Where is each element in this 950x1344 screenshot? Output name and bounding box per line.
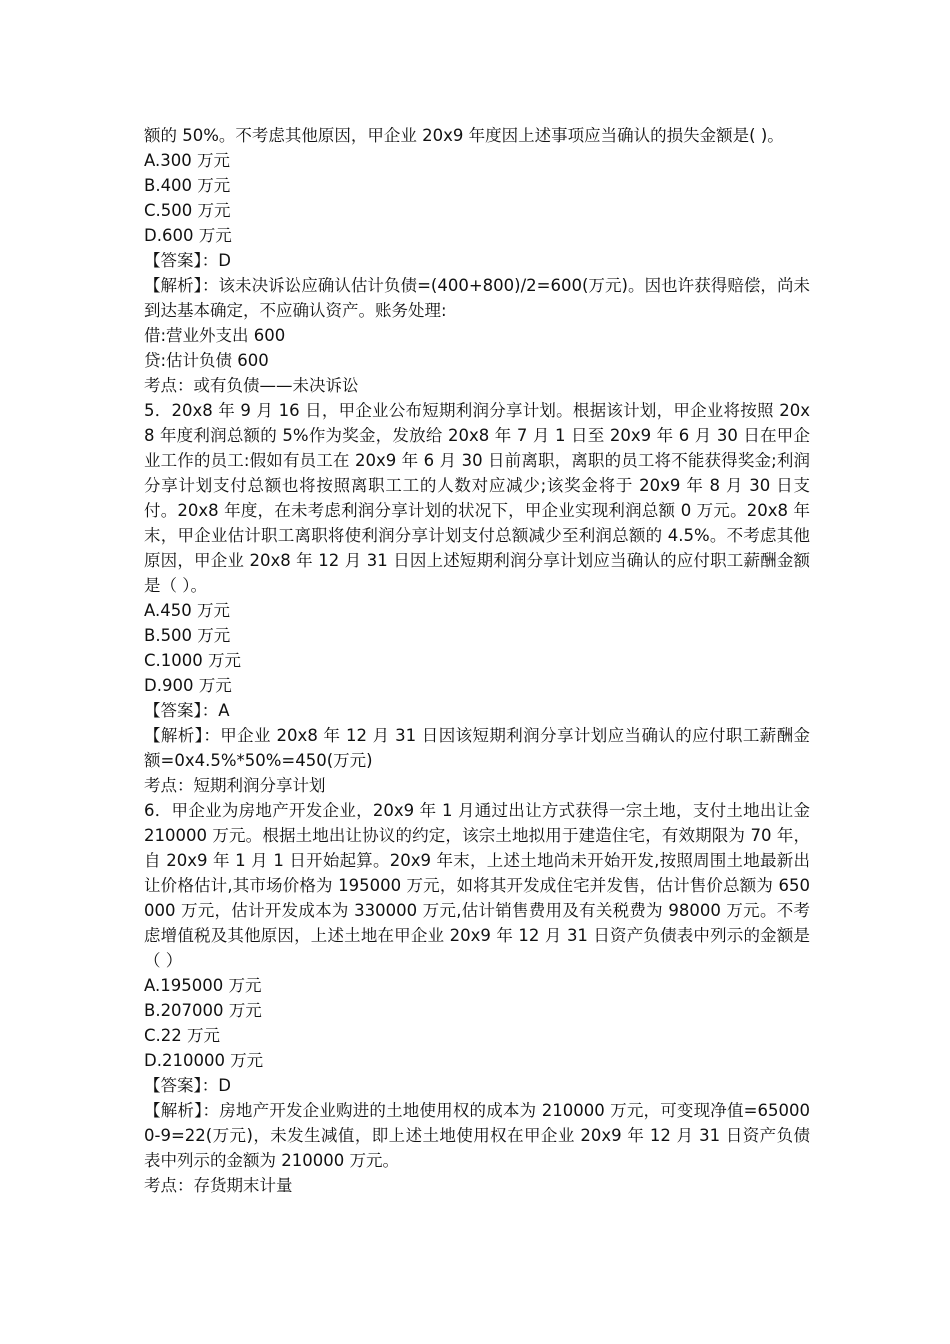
question-text: 额的 50%。不考虑其他原因，甲企业 20x9 年度因上述事项应当确认的损失金额是( )。 xyxy=(144,126,784,145)
analysis-text: 【解析】：甲企业 20x8 年 12 月 31 日因该短期利润分享计划应当确认的应付职工薪酬金额=0x4.5%*50%=450(万元) xyxy=(144,726,810,770)
option-c: C.500 万元 xyxy=(144,201,231,220)
question-text: 5．20x8 年 9 月 16 日，甲企业公布短期利润分享计划。根据该计划，甲企业将按照 20x8 年度利润总额的 5%作为奖金，发放给 20x8 年 7 月 1 日至 20x9 年 6 月 30 日在甲企业工作的员工:假如有员工在 20x9 年 6 月 30 日前离职，离职的员工将不能获得奖金;利润分享计划支付总额也将按照离职工工的人数对应减少;该奖金将于 20x9 年 8 月 30 日支付。20x8 年度，在未考虑利润分享计划的状况下，甲企业实现利润总额 0 万元。20x8 年末，甲企业估计职工离职将使利润分享计划支付总额减少至利润总额的 4.5%。不考虑其他原因，甲企业 20x8 年 12 月 31 日因上述短期利润分享计划应当确认的应付职工薪酬金额是（ ）。 xyxy=(144,401,810,595)
option-c: C.1000 万元 xyxy=(144,651,242,670)
option-d: D.900 万元 xyxy=(144,676,232,695)
question-text: 6．甲企业为房地产开发企业，20x9 年 1 月通过出让方式获得一宗土地，支付土地出让金 210000 万元。根据土地出让协议的约定，该宗土地拟用于建造住宅，有效期限为 70 年，自 20x9 年 1 月 1 日开始起算。20x9 年末，上述土地尚未开始开发,按照周围土地最新出让价格估计,其市场价格为 195000 万元，如将其开发成住宅并发售，估计售价总额为 650000 万元，估计开发成本为 330000 万元,估计销售费用及有关税费为 98000 万元。不考虑增值税及其他原因，上述土地在甲企业 20x9 年 12 月 31 日资产负债表中列示的金额是（ ） xyxy=(144,801,810,970)
document-body xyxy=(144,123,810,1198)
option-b: B.207000 万元 xyxy=(144,1001,262,1020)
option-d: D.600 万元 xyxy=(144,226,232,245)
question-block-5 xyxy=(144,398,810,798)
option-a: A.450 万元 xyxy=(144,601,230,620)
knowledge-point: 考点：短期利润分享计划 xyxy=(144,776,326,795)
option-b: B.400 万元 xyxy=(144,176,231,195)
journal-entry-credit: 贷:估计负债 600 xyxy=(144,351,269,370)
question-block-6 xyxy=(144,798,810,1198)
answer-line: 【答案】：D xyxy=(144,251,231,270)
analysis-text: 【解析】：房地产开发企业购进的土地使用权的成本为 210000 万元，可变现净值=650000-9=22(万元)，未发生减值，即上述土地使用权在甲企业 20x9 年 12 月 31 日资产负债表中列示的金额为 210000 万元。 xyxy=(144,1101,810,1170)
journal-entry-debit: 借:营业外支出 600 xyxy=(144,326,286,345)
option-b: B.500 万元 xyxy=(144,626,231,645)
option-a: A.300 万元 xyxy=(144,151,230,170)
answer-line: 【答案】：D xyxy=(144,1076,231,1095)
knowledge-point: 考点：或有负债——未决诉讼 xyxy=(144,376,359,395)
knowledge-point: 考点：存货期末计量 xyxy=(144,1176,293,1195)
question-block-4 xyxy=(144,123,810,398)
analysis-text: 【解析】：该未决诉讼应确认估计负债=(400+800)/2=600(万元)。因也许获得赔偿，尚未到达基本确定，不应确认资产。账务处理: xyxy=(144,276,810,320)
answer-line: 【答案】：A xyxy=(144,701,230,720)
option-a: A.195000 万元 xyxy=(144,976,262,995)
option-c: C.22 万元 xyxy=(144,1026,221,1045)
option-d: D.210000 万元 xyxy=(144,1051,264,1070)
